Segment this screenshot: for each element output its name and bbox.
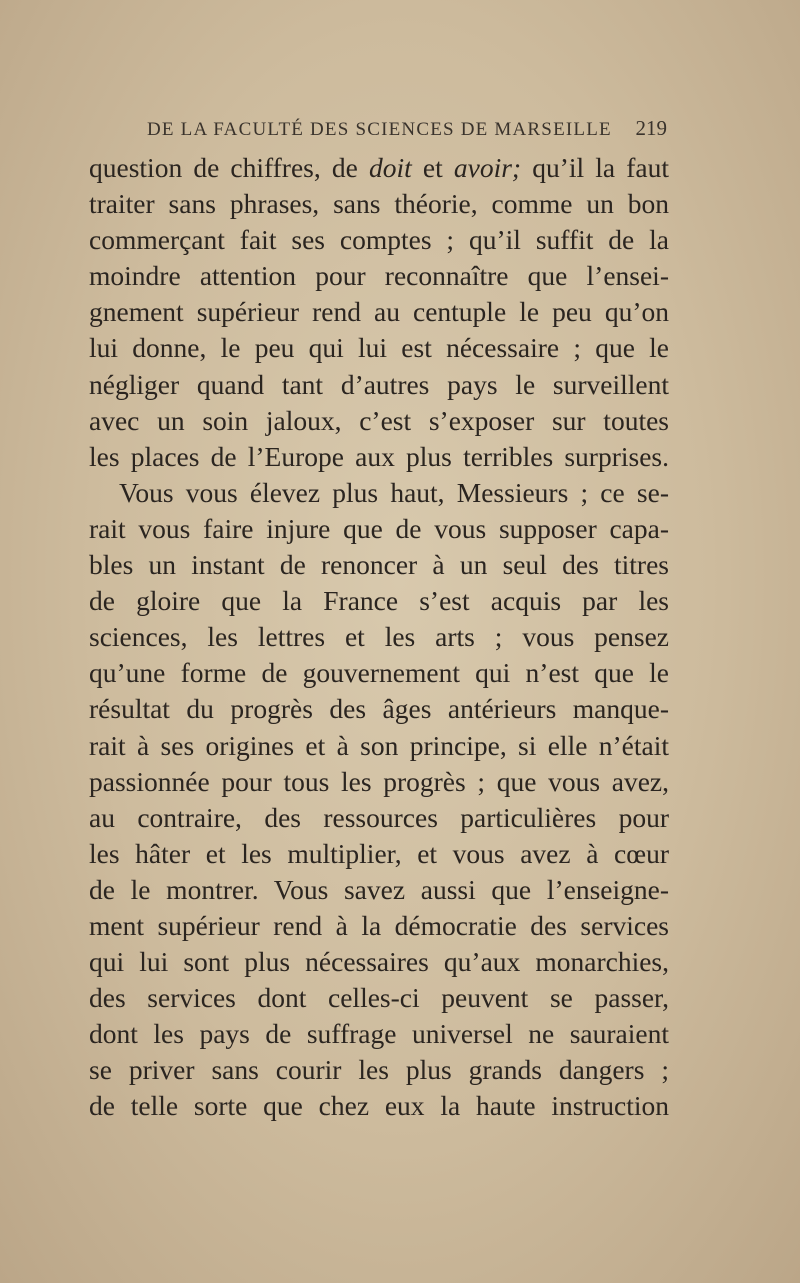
text-line: moindre attention pour reconnaître que l’ensei-: [89, 260, 669, 292]
text-line: résultat du progrès des âges antérieurs manque-: [89, 693, 669, 725]
text-line: bles un instant de renoncer à un seul des titres: [89, 549, 669, 581]
text-line: de telle sorte que chez eux la haute instruction: [89, 1090, 669, 1122]
text-line: de gloire que la France s’est acquis par les: [89, 585, 669, 617]
text-line: de le montrer. Vous savez aussi que l’enseigne-: [89, 873, 669, 905]
text-line: commerçant fait ses comptes ; qu’il suffit de la: [89, 224, 669, 256]
text-line: qui lui sont plus nécessaires qu’aux monarchies,: [89, 946, 669, 978]
text-line: rait vous faire injure que de vous supposer capa-: [89, 512, 669, 544]
text-line: les places de l’Europe aux plus terribles surprises.: [89, 440, 669, 472]
text-span: question de chiffres, de: [89, 152, 369, 183]
text-line: lui donne, le peu qui lui est nécessaire ; que le: [89, 332, 669, 364]
text-line-paragraph-start: Vous vous élevez plus haut, Messieurs ; ce se-: [119, 476, 669, 508]
text-line: avec un soin jaloux, c’est s’exposer sur toutes: [89, 404, 669, 436]
text-line: ment supérieur rend à la démocratie des services: [89, 909, 669, 941]
text-span: et: [411, 152, 454, 183]
italic-term: doit: [368, 152, 412, 183]
page-number: 219: [635, 116, 667, 140]
text-line: dont les pays de suffrage universel ne sauraient: [89, 1018, 669, 1050]
text-line: [89, 150, 669, 186]
text-line: sciences, les lettres et les arts ; vous pensez: [89, 621, 669, 653]
text-line: qu’une forme de gouvernement qui n’est que le: [89, 657, 669, 689]
text-line: gnement supérieur rend au centuple le peu qu’on: [89, 296, 669, 328]
running-header: [147, 116, 667, 141]
text-line: traiter sans phrases, sans théorie, comme un bon: [89, 188, 669, 220]
text-span: qu’il la faut: [521, 152, 669, 183]
text-line: des services dont celles-ci peuvent se passer,: [89, 982, 669, 1014]
text-line: se priver sans courir les plus grands dangers ;: [89, 1054, 669, 1086]
text-line: négliger quand tant d’autres pays le surveillent: [89, 368, 669, 400]
text-line: passionnée pour tous les progrès ; que vous avez,: [89, 765, 669, 797]
italic-term: avoir;: [453, 152, 522, 183]
text-line: les hâter et les multiplier, et vous avez à cœur: [89, 837, 669, 869]
body-text: [89, 150, 669, 1125]
text-line: au contraire, des ressources particulières pour: [89, 801, 669, 833]
running-title: DE LA FACULTÉ DES SCIENCES DE MARSEILLE: [147, 119, 612, 140]
text-line: rait à ses origines et à son principe, si elle n’était: [89, 729, 669, 761]
